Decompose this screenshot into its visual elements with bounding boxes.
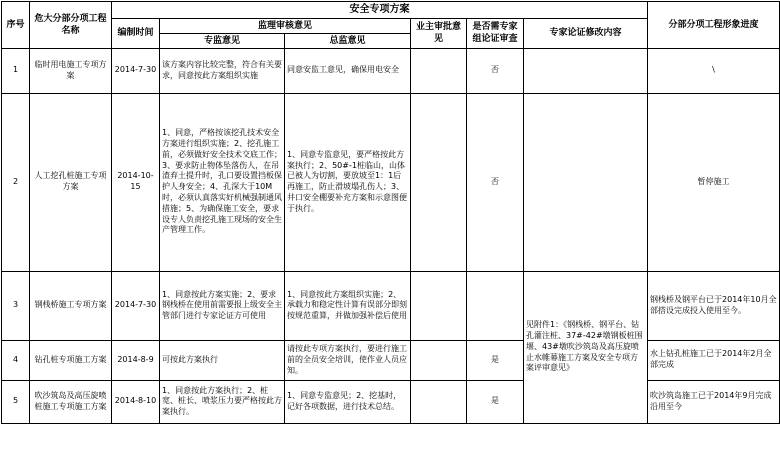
cell-date: 2014-10-15 [112,93,160,271]
cell-project: 钢栈桥施工专项方案 [30,271,112,340]
cell-owner-opinion [411,380,467,423]
cell-general-opinion: 请按此专项方案执行，要进行施工前的全员安全培训，使作业人员应知。 [285,340,411,380]
table-row [2,340,780,380]
cell-chief-opinion: 1、同意按此方案实施；2、要求钢栈桥在使用前需要报上级安全主管部门进行专家论证方可使用 [160,271,285,340]
header-safety-plan: 安全专项方案 [112,2,648,19]
cell-general-opinion: 1、同意按此方案组织实施；2、承载力和稳定性计算有误部分即刻按规范重算，并做加强补偿后使用 [285,271,411,340]
cell-seq: 4 [2,340,30,380]
cell-seq: 5 [2,380,30,423]
header-owner-opinion: 业主审批意见 [411,18,467,48]
cell-project: 钻孔桩专项施工方案 [30,340,112,380]
table-row [2,271,780,340]
cell-expert-needed: 否 [467,93,524,271]
cell-owner-opinion [411,48,467,93]
header-project: 危大分部分项工程名称 [30,2,112,49]
table-row [2,93,780,271]
cell-progress: 水上钻孔桩施工已于2014年2月全部完成 [648,340,780,380]
header-chief-opinion: 专监意见 [160,33,285,48]
cell-owner-opinion [411,340,467,380]
cell-expert-needed: 是 [467,340,524,380]
header-seq: 序号 [2,2,30,49]
cell-date: 2014-7-30 [112,271,160,340]
cell-progress: \ [648,48,780,93]
cell-seq: 2 [2,93,30,271]
cell-expert-changes [524,48,648,93]
cell-date: 2014-8-9 [112,340,160,380]
cell-progress: 吹沙筑岛施工已于2014年9月完成沿用至今 [648,380,780,423]
cell-date: 2014-7-30 [112,48,160,93]
header-general-opinion: 总监意见 [285,33,411,48]
cell-expert-changes-merged: 见附件1：《钢栈桥、钢平台、钻孔灌注桩、37#-42#墩钢板桩围堰、43#墩吹沙筑岛及高压旋喷止水帷幕施工方案及安全专项方案评审意见》 [524,271,648,423]
header-expert-needed: 是否需专家组论证审查 [467,18,524,48]
table-row [2,380,780,423]
cell-expert-needed: 否 [467,48,524,93]
cell-expert-needed: 是 [467,380,524,423]
cell-expert-changes [524,93,648,271]
cell-owner-opinion [411,271,467,340]
cell-seq: 1 [2,48,30,93]
cell-general-opinion: 1、同意专监意见，要严格按此方案执行；2、50#-1桩临山，山体已被人为切割，要放坡至1：1后再施工，防止滑坡塌孔伤人；3、井口安全棚要补充方案和示意图便于执行。 [285,93,411,271]
cell-progress: 暂停施工 [648,93,780,271]
cell-chief-opinion: 1、同意，严格按该挖孔技术安全方案进行组织实施；2、挖孔施工前，必须做好安全技术交底工作；3、要求防止物体坠落伤人，在吊渣弃土提升时，孔口要设置挡板保护人身安全；4、孔深大于10M时，必须认真落实好机械强制通风措施；5、为确保施工安全，要求设专人负责挖孔施工现场的安全生产管理工作。 [160,93,285,271]
safety-plan-table [1,1,780,424]
header-compile-time: 编制时间 [112,18,160,48]
header-progress: 分部分项工程形象进度 [648,2,780,49]
cell-general-opinion: 同意安监工意见，确保用电安全 [285,48,411,93]
cell-seq: 3 [2,271,30,340]
cell-date: 2014-8-10 [112,380,160,423]
cell-progress: 钢栈桥及钢平台已于2014年10月全部搭设完成投入使用至今。 [648,271,780,340]
cell-project: 临时用电施工专项方案 [30,48,112,93]
table-row [2,48,780,93]
cell-general-opinion: 1、同意专监意见；2、挖基时，记好各项数据，进行技术总结。 [285,380,411,423]
cell-project: 人工挖孔桩施工专项方案 [30,93,112,271]
header-expert-changes: 专家论证修改内容 [524,18,648,48]
cell-expert-needed [467,271,524,340]
cell-chief-opinion: 可按此方案执行 [160,340,285,380]
cell-chief-opinion: 该方案内容比较完整，符合有关要求，同意按此方案组织实施 [160,48,285,93]
cell-chief-opinion: 1、同意按此方案执行；2、桩宽、桩长、喷浆压力要严格按此方案执行。 [160,380,285,423]
cell-owner-opinion [411,93,467,271]
header-supervision: 监理审核意见 [160,18,411,33]
cell-project: 吹沙筑岛及高压旋喷桩施工专项施工方案 [30,380,112,423]
